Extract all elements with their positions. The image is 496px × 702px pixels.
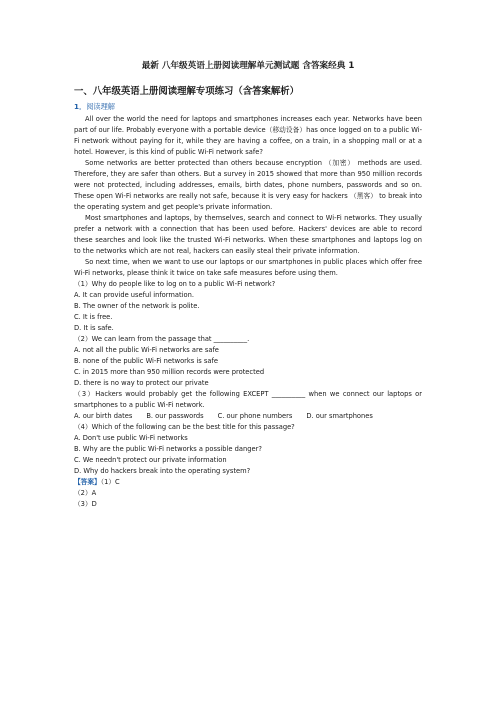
answer-option-row bbox=[74, 411, 422, 422]
passage-paragraph: Most smartphones and laptops, by themselves, search and connect to Wi-Fi networks. They usually prefer a network with a connection that has been used before. Hackers' devices are able to record these searches and look like the trusted Wi-Fi networks. When these smartphones and laptops log on to the networks which are not real, hackers can easily steal their private information. bbox=[74, 214, 422, 255]
answer-option: C. It is free. bbox=[74, 313, 113, 321]
answer-tag: 【答案】 bbox=[74, 478, 101, 486]
answer-option: C. We needn't protect our private information bbox=[74, 456, 227, 464]
answer-option: D. our smartphones bbox=[306, 412, 373, 420]
answer-option: B. Why are the public Wi-Fi networks a possible danger? bbox=[74, 445, 262, 453]
answer-option: A. Don't use public Wi-Fi networks bbox=[74, 434, 188, 442]
answer-option: A. not all the public Wi-Fi networks are safe bbox=[74, 346, 219, 354]
answer-option: B. The owner of the network is polite. bbox=[74, 302, 200, 310]
answer-option: D. It is safe. bbox=[74, 324, 114, 332]
answer-item: （2）A bbox=[74, 489, 97, 497]
subsection-label: 阅读理解 bbox=[86, 102, 115, 111]
answer-item: （3）D bbox=[74, 500, 97, 508]
answer-item: （1）C bbox=[100, 478, 120, 486]
question-stem: （4）Which of the following can be the best title for this passage? bbox=[74, 423, 295, 431]
passage-paragraph: All over the world the need for laptops and smartphones increases each year. Networks have been part of our life. Probably everyone with a portable device（移动设备）has once logged on to a public Wi-Fi network without paying for it, while they are having a coffee, on a train, in a shopping mall or at a hotel. However, is this kind of public Wi-Fi network safe? bbox=[74, 115, 422, 156]
answer-line bbox=[74, 477, 422, 488]
answer-option: A. our birth dates bbox=[74, 412, 133, 420]
answer-option: B. our passwords bbox=[146, 412, 204, 420]
answer-option: A. It can provide useful information. bbox=[74, 291, 194, 299]
answer-option: D. there is no way to protect our private bbox=[74, 379, 209, 387]
question-stem: （2）We can learn from the passage that __________. bbox=[74, 335, 250, 343]
answer-option: C. in 2015 more than 950 million records were protected bbox=[74, 368, 265, 376]
passage-paragraph: Some networks are better protected than others because encryption （加密） methods are used. Therefore, they are safer than others. But a survey in 2015 showed that more than 950 million records were not protected, including addresses, emails, birth dates, phone numbers, passwords and so on. These open Wi-Fi networks are really not safe, because it is very easy for hackers （黑客） to break into the operating system and get people's private information. bbox=[74, 159, 422, 211]
question-stem: （3）Hackers would probably get the following EXCEPT __________ when we connect our laptops or smartphones to a public Wi-Fi network. bbox=[74, 390, 422, 409]
subsection-heading bbox=[74, 101, 422, 112]
answer-option: C. our phone numbers bbox=[217, 412, 293, 420]
answer-option: B. none of the public Wi-Fi networks is safe bbox=[74, 357, 218, 365]
section-heading: 一、八年级英语上册阅读理解专项练习（含答案解析） bbox=[74, 86, 300, 97]
answer-option: D. Why do hackers break into the operating system? bbox=[74, 467, 251, 475]
passage-paragraph: So next time, when we want to use our laptops or our smartphones in public places which offer free Wi-Fi networks, please think it twice on take safe measures before using them. bbox=[74, 258, 422, 277]
document-title: 最新 八年级英语上册阅读理解单元测试题 含答案经典 1 bbox=[141, 61, 355, 71]
question-stem: （1）Why do people like to log on to a public Wi-Fi network? bbox=[74, 280, 276, 288]
subsection-number: 1． bbox=[74, 102, 87, 111]
